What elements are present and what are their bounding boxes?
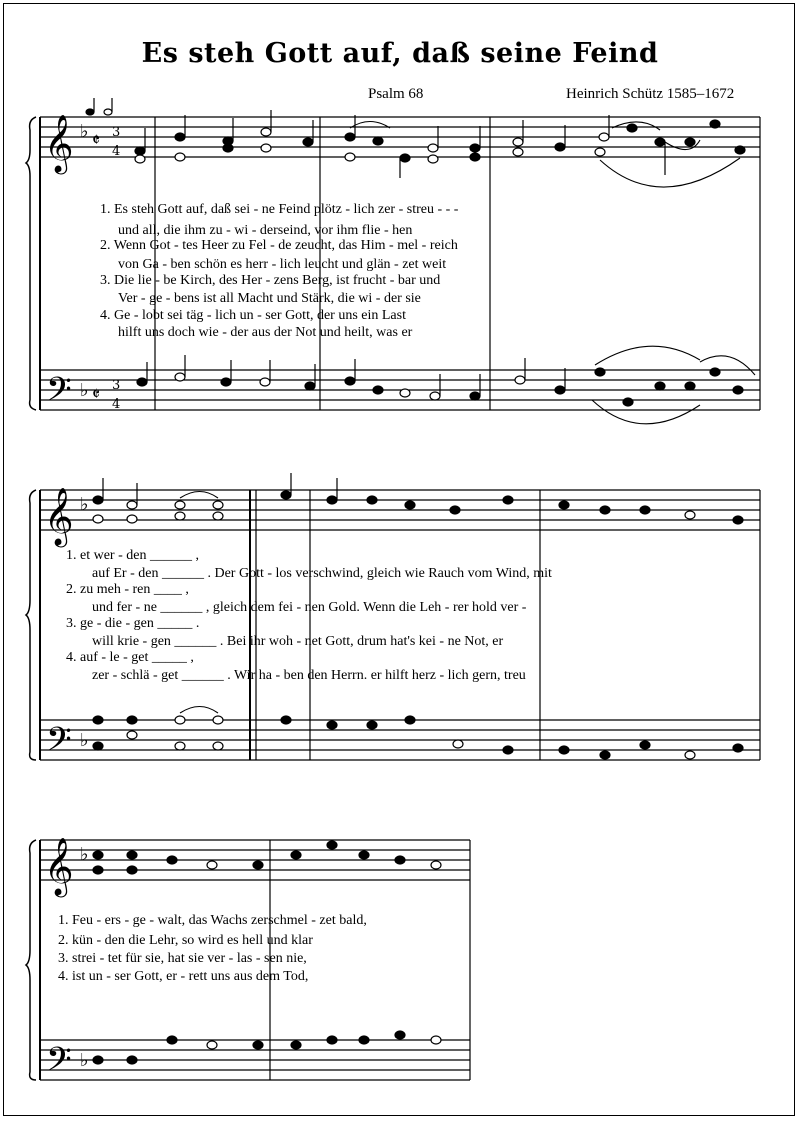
svg-text:𝄞: 𝄞 xyxy=(44,114,74,172)
svg-text:♭: ♭ xyxy=(80,1050,89,1071)
svg-text:𝄞: 𝄞 xyxy=(44,837,74,895)
lyric-line: 4. ist un - ser Gott, er - rett uns aus dem Tod, xyxy=(58,969,309,984)
lyric-line: von Ga - ben schön es herr - lich leucht und glän - zet weit xyxy=(118,257,447,272)
svg-text:𝄢: 𝄢 xyxy=(46,371,72,417)
lyric-line: hilft uns doch wie - der aus der Not und heilt, was er xyxy=(118,325,413,340)
lyric-line: 3. Die lie - be Kirch, des Her - zens Berg, ist frucht - bar und xyxy=(100,273,441,288)
lyric-line: zer - schlä - get ______ . Wir ha - ben den Herrn. er hilft herz - lich gern, treu xyxy=(92,668,526,683)
lyric-line: 2. kün - den die Lehr, so wird es hell und klar xyxy=(58,933,313,948)
lyric-line: 1. Feu - ers - ge - walt, das Wachs zerschmel - zet bald, xyxy=(58,913,367,928)
song-title: Es steh Gott auf, daß seine Feind xyxy=(141,38,659,69)
svg-text:♭: ♭ xyxy=(80,844,89,865)
lyric-line: 4. auf - le - get _____ , xyxy=(66,650,194,665)
svg-text:𝄢: 𝄢 xyxy=(46,1041,72,1087)
lyric-line: will krie - gen ______ . Bei ihr woh - net Gott, drum hat's kei - ne Not, er xyxy=(92,634,504,649)
lyric-line: 3. ge - die - gen _____ . xyxy=(66,616,200,631)
lyric-line: 2. Wenn Got - tes Heer zu Fel - de zeucht, das Him - mel - reich xyxy=(100,238,458,253)
svg-text:𝄢: 𝄢 xyxy=(46,721,72,767)
time-sig-top: 3 xyxy=(112,125,121,140)
svg-text:4: 4 xyxy=(112,397,121,412)
svg-text:𝄵: 𝄵 xyxy=(92,384,101,405)
lyric-line: 4. Ge - lobt sei täg - lich un - ser Gott, der uns ein Last xyxy=(100,308,406,323)
psalm-reference: Psalm 68 xyxy=(368,86,424,102)
lyric-line: und fer - ne ______ , gleich dem fei - nen Gold. Wenn die Leh - rer hold ver - xyxy=(92,600,527,615)
lyric-line: 1. Es steh Gott auf, daß sei - ne Feind plötz - lich zer - streu - - - xyxy=(100,202,459,217)
svg-text:3: 3 xyxy=(112,378,121,393)
svg-text:𝄵: 𝄵 xyxy=(92,130,101,151)
svg-text:♭: ♭ xyxy=(80,730,89,751)
lyric-line: 3. strei - tet für sie, hat sie ver - las - sen nie, xyxy=(58,951,307,966)
svg-text:♭: ♭ xyxy=(80,494,89,515)
svg-text:♭: ♭ xyxy=(80,121,89,142)
lyric-line: auf Er - den ______ . Der Gott - los verschwind, gleich wie Rauch vom Wind, mit xyxy=(92,566,552,581)
composer-credit: Heinrich Schütz 1585–1672 xyxy=(566,86,735,102)
lyric-line: und all, die ihm zu - wi - derseind, vor ihm flie - hen xyxy=(118,223,413,238)
svg-text:♭: ♭ xyxy=(80,380,89,401)
lyric-line: 1. et wer - den ______ , xyxy=(66,548,199,563)
lyric-line: Ver - ge - bens ist all Macht und Stärk, die wi - der sie xyxy=(118,291,421,306)
time-sig-bottom: 4 xyxy=(112,144,121,159)
svg-text:𝄞: 𝄞 xyxy=(44,487,74,545)
lyric-line: 2. zu meh - ren ____ , xyxy=(66,582,189,597)
